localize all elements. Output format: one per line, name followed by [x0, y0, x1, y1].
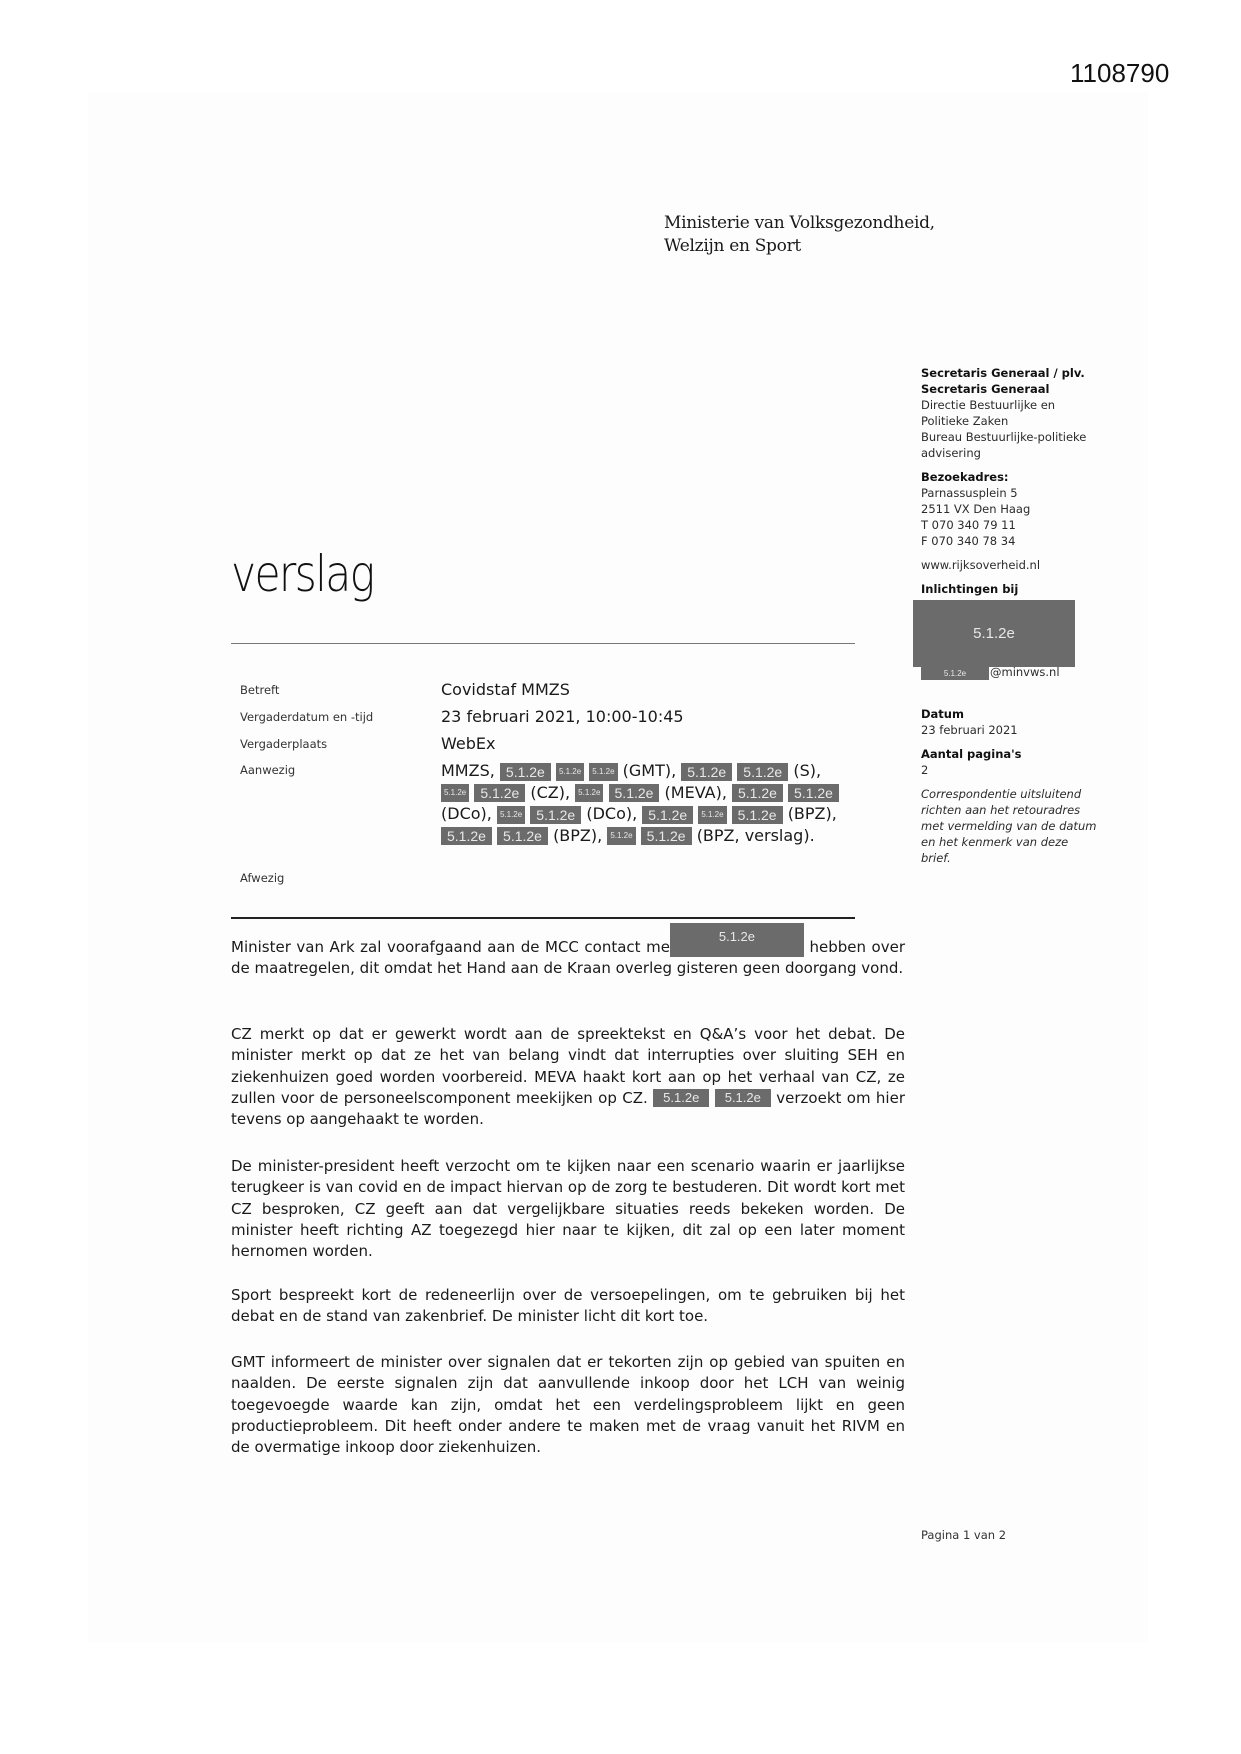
note-line: richten aan het retouradres	[921, 803, 1081, 817]
note-line: en het kenmerk van deze	[921, 835, 1069, 849]
phone-line: T 070 340 79 11	[921, 518, 1016, 532]
location-label: Vergaderplaats	[240, 737, 328, 751]
date-heading: Datum	[921, 707, 964, 721]
redaction-block: 5.1.2e	[715, 1089, 771, 1107]
paragraph-5: GMT informeert de minister over signalen dat er tekorten zijn op gebied van spuiten en naalden. De eerste signalen zijn dat aanvullende inkoop door het LCH van weinig toegevoegde waarde kan zijn, omdat het een verdelingsprobleem lijkt en geen productieprobleem. Dit heeft onder andere te maken met de vraag vanuit het RIVM en de overmatige inkoop door ziekenhuizen.	[231, 1353, 905, 1457]
subject-value: Covidstaf MMZS	[441, 680, 570, 699]
present-label: Aanwezig	[240, 763, 296, 777]
paragraph-2: CZ merkt op dat er gewerkt wordt aan de spreektekst en Q&A’s voor het debat. De minister merkt op dat ze het van belang vindt dat interrupties over sluiting SEH en ziekenhuizen goed worden voorbereid. MEVA haakt kort aan op het verhaal van CZ, ze zullen voor de personeelscomponent meekijken op CZ. 5.1.2e 5.1.2e verzoekt om hier tevens op aangehaakt te worden.	[231, 1025, 905, 1129]
redaction-block: 5.1.2e	[642, 806, 693, 824]
attendee-list: MMZS, 5.1.2e 5.1.2e 5.1.2e (GMT), 5.1.2e 5.1.2e (S), 5.1.2e 5.1.2e (CZ), 5.1.2e 5.1.2e (MEVA), 5.1.2e 5.1.2e (DCo), 5.1.2e 5.1.2e (DCo), 5.1.2e 5.1.2e 5.1.2e (BPZ), 5.1.2e 5.1.2e (BPZ), 5.1.2e 5.1.2e (BPZ, verslag).	[441, 760, 841, 846]
redaction-block: 5.1.2e	[607, 827, 635, 845]
pages-value: 2	[921, 763, 929, 777]
note-line: met vermelding van de datum	[921, 819, 1097, 833]
redaction-block: 5.1.2e	[497, 827, 548, 845]
sidebar-info	[921, 365, 1121, 597]
datetime-label: Vergaderdatum en -tijd	[240, 710, 374, 724]
redaction-block: 5.1.2e	[921, 667, 989, 680]
redaction-block: 5.1.2e	[681, 763, 732, 781]
subject-label: Betreft	[240, 683, 280, 697]
redaction-block: 5.1.2e	[497, 806, 525, 824]
org-line: Directie Bestuurlijke en	[921, 398, 1056, 412]
org-title-1: Secretaris Generaal / plv.	[921, 366, 1085, 380]
redaction-block: 5.1.2e	[474, 784, 525, 802]
paragraph-3: De minister-president heeft verzocht om te kijken naar een scenario waarin er jaarlijkse terugkeer is van covid en de impact hiervan op de zorg te bestuderen. Dit wordt kort met CZ besproken, CZ geeft aan dat vergelijkbare situaties reeds bekeken worden. De minister heeft richting AZ toegezegd hier naar te kijken, dit zal op een later moment hernomen worden.	[231, 1157, 905, 1261]
page-indicator: Pagina 1 van 2	[921, 1528, 1007, 1542]
redaction-block: 5.1.2e	[653, 1089, 709, 1107]
visit-address-heading: Bezoekadres:	[921, 470, 1009, 484]
pages-heading: Aantal pagina's	[921, 747, 1022, 761]
redaction-block: 5.1.2e	[609, 784, 660, 802]
paragraph-4: Sport bespreekt kort de redeneerlijn over de versoepelingen, om te gebruiken bij het debat en de stand van zakenbrief. De minister licht dit kort toe.	[231, 1286, 905, 1326]
org-line: advisering	[921, 446, 981, 460]
divider	[231, 917, 855, 919]
redaction-block: 5.1.2e	[500, 763, 551, 781]
document-title: verslag	[231, 545, 374, 603]
website-link[interactable]: www.rijksoverheid.nl	[921, 558, 1041, 572]
redaction-block: 5.1.2e	[732, 806, 783, 824]
redaction-block: 5.1.2e	[530, 806, 581, 824]
redaction-block: 5.1.2e	[441, 827, 492, 845]
note-line: brief.	[921, 851, 951, 865]
redaction-block: 5.1.2e	[698, 806, 726, 824]
address-line: Parnassusplein 5	[921, 486, 1018, 500]
info-heading: Inlichtingen bij	[921, 582, 1019, 596]
redaction-block: 5.1.2e	[732, 784, 783, 802]
date-value: 23 februari 2021	[921, 723, 1018, 737]
redaction-block: 5.1.2e	[670, 923, 804, 957]
ministry-line-1: Ministerie van Volksgezondheid,	[664, 213, 935, 233]
org-line: Bureau Bestuurlijke-politieke	[921, 430, 1087, 444]
divider	[231, 643, 855, 644]
redaction-block: 5.1.2e	[913, 600, 1075, 667]
datetime-value: 23 februari 2021, 10:00-10:45	[441, 707, 684, 726]
ministry-line-2: Welzijn en Sport	[664, 236, 801, 256]
note-line: Correspondentie uitsluitend	[921, 787, 1082, 801]
address-line: 2511 VX Den Haag	[921, 502, 1031, 516]
paragraph-1: Minister van Ark zal voorafgaand aan de MCC contact me5.1.2e hebben over de maatregelen, dit omdat het Hand aan de Kraan overleg gisteren geen doorgang vond.	[231, 937, 905, 980]
absent-label: Afwezig	[240, 871, 285, 885]
fax-line: F 070 340 78 34	[921, 534, 1016, 548]
redaction-block: 5.1.2e	[441, 784, 469, 802]
location-value: WebEx	[441, 734, 496, 753]
ministry-logo-text	[664, 212, 935, 258]
redaction-block: 5.1.2e	[589, 763, 617, 781]
redaction-block: 5.1.2e	[737, 763, 788, 781]
redaction-block: 5.1.2e	[788, 784, 839, 802]
sidebar-meta	[921, 706, 1121, 866]
email-suffix: @minvws.nl	[990, 665, 1060, 679]
org-title-2: Secretaris Generaal	[921, 382, 1050, 396]
redaction-block: 5.1.2e	[575, 784, 603, 802]
redaction-block: 5.1.2e	[556, 763, 584, 781]
org-line: Politieke Zaken	[921, 414, 1009, 428]
redaction-block: 5.1.2e	[641, 827, 692, 845]
document-number: 1108790	[1070, 58, 1170, 88]
